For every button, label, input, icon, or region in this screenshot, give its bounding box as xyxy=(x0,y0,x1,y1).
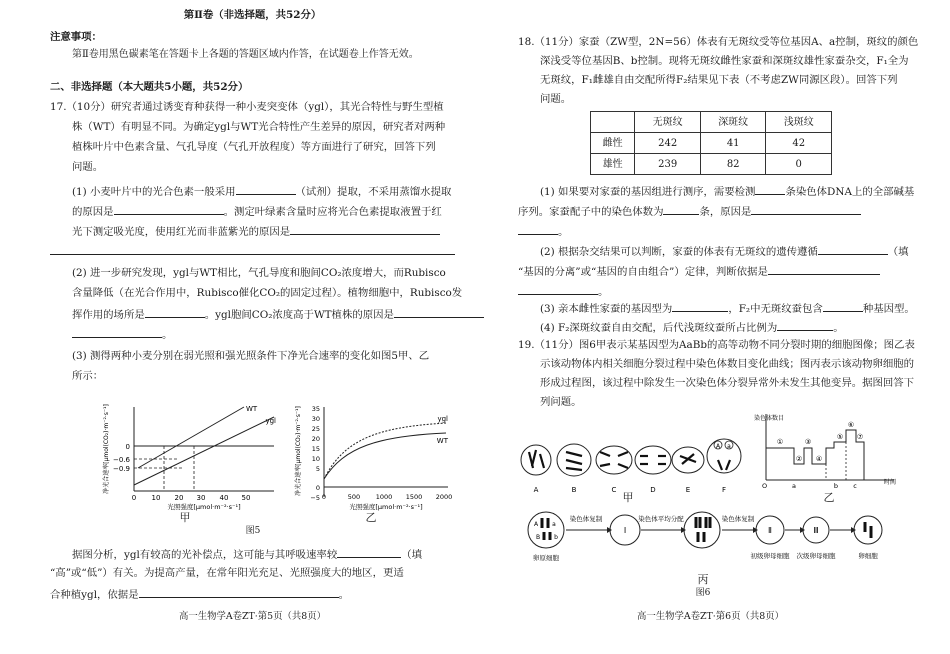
q17-line3: 植株叶片中色素含量、气孔导度（气孔开放程度）等方面进行了研究，回答下列 xyxy=(72,141,436,153)
series-line-ygl xyxy=(324,423,446,479)
roman-label: Ⅱ xyxy=(768,526,772,535)
q17-line2: 株（WT）有明显不同。为确定ygl与WT光合特性产生差异的原因，研究者对两种 xyxy=(72,121,446,133)
q18-line1: 18.（11分）家蚕（ZW型，2N=56）体表有无斑纹受等位基因A、a控制，斑纹的颜色 xyxy=(518,36,919,48)
x-tick-label: 40 xyxy=(219,494,229,502)
answer-blank[interactable] xyxy=(768,263,880,275)
cross-result-table xyxy=(590,111,832,175)
legend-ygl: ygl xyxy=(437,415,448,423)
x-tick-label: 30 xyxy=(196,494,206,502)
table-cell: 239 xyxy=(635,154,701,175)
time-label: 时间 xyxy=(883,479,896,486)
answer-blank[interactable] xyxy=(751,203,861,215)
q18-part2-line1: (2) 根据杂交结果可以判断，家蚕的体表有无斑纹的遗传遵循 （填 xyxy=(518,243,903,261)
gene-label: b xyxy=(554,534,558,541)
legend-wt: WT xyxy=(246,405,258,413)
answer-blank[interactable] xyxy=(755,183,785,195)
figure5-jia-label: 甲 xyxy=(179,511,191,524)
table-row xyxy=(591,154,832,175)
segment-label: ⑤ xyxy=(836,433,844,441)
q17-part1-line1: (1) 小麦叶片中的光合色素一般采用 （试剂）提取，不采用蒸馏水提取 xyxy=(50,183,455,201)
q17-part1-line2: 的原因是 。测定叶绿素含量时应将光合色素提取液置于红 xyxy=(50,203,455,221)
x-tick-label: 1500 xyxy=(405,493,423,501)
q18-part1-line1: (1) 如果要对家蚕的基因组进行测序，需要检测 条染色体DNA上的全部碱基 xyxy=(518,183,903,201)
table-cell: 雄性 xyxy=(591,154,635,175)
part-title: 二、非选择题（本大题共5小题，共52分） xyxy=(50,81,249,93)
arrow-head xyxy=(607,527,612,533)
figure5-caption: 图5 xyxy=(245,526,261,536)
answer-blank[interactable] xyxy=(663,203,699,215)
figure6-yi-label: 乙 xyxy=(823,491,835,504)
cell-f xyxy=(707,439,741,473)
chromosome xyxy=(600,452,610,456)
arrow-head xyxy=(800,527,805,533)
y-axis-label: 净光合速率[μmol(CO₂)·m⁻²·s⁻¹] xyxy=(295,406,302,496)
notice-title: 注意事项： xyxy=(50,31,102,43)
cell-label: C xyxy=(611,486,617,494)
stage-label: c xyxy=(853,482,857,490)
q18-line3: 无斑纹，F₁雌雄自由交配所得F₂结果见下表（不考虑ZW同源区段）。回答下列 xyxy=(540,74,898,86)
q18-line2: 深浅受等位基因B、b控制。现将无斑纹雌性家蚕和深斑纹雄性家蚕杂交，F₁全为 xyxy=(540,55,909,67)
q19-line4: 列问题。 xyxy=(540,396,582,408)
chromosome xyxy=(718,460,722,470)
answer-blank[interactable] xyxy=(290,223,440,235)
y-tick-label: −5 xyxy=(310,494,320,502)
y-tick-label: −0.6 xyxy=(113,456,130,464)
q17-after-line2: “高”或“低”）有关。为提高产量，在常年阳光充足、光照强度大的地区，更适 xyxy=(50,567,404,579)
right-page xyxy=(518,0,919,654)
cell-name: 次级卵母细胞 xyxy=(796,552,836,560)
section-title: 第Ⅱ卷（非选择题，共52分） xyxy=(183,9,322,21)
chromosome xyxy=(682,454,694,464)
cell-label: A xyxy=(533,486,539,494)
cell-c xyxy=(596,446,632,474)
segment-label: ⑥ xyxy=(847,421,855,429)
x-tick-label: 1000 xyxy=(375,493,393,501)
q17-part1-line4 xyxy=(50,243,455,261)
y-tick-label: 30 xyxy=(311,415,320,423)
q17-after-line1: 据图分析，ygl有较高的光补偿点，这可能与其呼吸速率较 （填 xyxy=(50,546,455,564)
x-axis-label: 光照强度[μmol·m⁻²·s⁻¹] xyxy=(349,503,423,511)
cell-name: 卵细胞 xyxy=(858,552,878,560)
figure6-jia-label: 甲 xyxy=(622,491,634,504)
chromosome xyxy=(566,452,582,456)
step-label: 染色体平均分配 xyxy=(638,515,684,523)
answer-blank[interactable] xyxy=(394,306,484,318)
figure5-yi-chart xyxy=(288,403,460,511)
notice-text: 第Ⅱ卷用黑色碳素笔在答题卡上各题的答题区域内作答，在试题卷上作答无效。 xyxy=(72,49,419,60)
figure6-caption: 图6 xyxy=(695,588,711,598)
arrow-head xyxy=(681,527,686,533)
table-cell: 82 xyxy=(700,154,766,175)
answer-blank[interactable] xyxy=(139,586,339,598)
table-header-cell: 浅斑纹 xyxy=(766,112,832,133)
chromosome xyxy=(540,454,544,468)
table-header-row xyxy=(591,112,832,133)
answer-blank[interactable] xyxy=(823,300,863,312)
segment-label: ③ xyxy=(804,438,812,446)
x-axis-label: 光照强度[μmol·m⁻²·s⁻¹] xyxy=(167,503,241,511)
table-cell: 42 xyxy=(766,133,832,154)
table-cell: 242 xyxy=(635,133,701,154)
cell-label: B xyxy=(571,486,577,494)
series-line-ygl xyxy=(134,417,274,485)
egg-cell xyxy=(854,516,882,544)
answer-blank[interactable] xyxy=(518,283,598,295)
segment-label: ⑦ xyxy=(856,433,864,441)
q18-line4: 问题。 xyxy=(540,93,572,105)
q18-part3: (3) 亲本雌性家蚕的基因型为 ，F₂中无斑纹蚕包含 种基因型。 xyxy=(518,300,903,318)
y-tick-label: −0.9 xyxy=(113,465,130,473)
x-tick-label: 2000 xyxy=(435,493,453,501)
x-tick-label: 500 xyxy=(347,493,361,501)
x-tick-label: 20 xyxy=(174,494,184,502)
q17-part2-line2: 含量降低（在光合作用中，Rubisco催化CO₂的固定过程）。植物细胞中，Rubisco发 xyxy=(72,287,463,299)
cell-label: E xyxy=(685,486,691,494)
legend-wt: WT xyxy=(436,437,448,445)
y-axis-label: 净光合速率[μmol(CO₂)·m⁻²·s⁻¹] xyxy=(103,404,110,494)
series-line-wt xyxy=(138,407,244,468)
answer-blank[interactable] xyxy=(236,183,296,195)
q18-part2-line2: “基因的分离”或“基因的自由组合”）定律，判断依据是 xyxy=(518,263,903,281)
table-cell: 0 xyxy=(766,154,832,175)
table-header-cell: 无斑纹 xyxy=(635,112,701,133)
segment-label: ① xyxy=(776,438,784,446)
y-tick-label: 20 xyxy=(311,435,320,443)
table-header-cell xyxy=(591,112,635,133)
q18-part4: (4) F₂深斑纹蚕自由交配，后代浅斑纹蚕所占比例为 。 xyxy=(518,319,903,337)
answer-blank[interactable] xyxy=(337,546,401,558)
chromosome xyxy=(726,460,730,470)
x-tick-label: 0 xyxy=(321,493,327,501)
step-label: 染色体复制 xyxy=(721,515,755,523)
segment-label: ④ xyxy=(815,455,823,463)
q19-line1: 19.（11分）图6甲表示某基因型为AaBb的高等动物不同分裂时期的细胞图像；图乙表 xyxy=(518,339,915,351)
y-axis-label: 染色体数目 xyxy=(754,415,785,422)
figure5-jia-chart xyxy=(94,403,284,511)
q17-part2-line3: 挥作用的场所是 。ygl胞间CO₂浓度高于WT植株的原因是 xyxy=(50,306,455,324)
y-tick-label: 10 xyxy=(311,455,320,463)
stage-label: a xyxy=(792,482,796,490)
answer-blank[interactable] xyxy=(50,243,455,255)
y-tick-label: 5 xyxy=(315,465,320,473)
oogonium-cell xyxy=(528,512,564,548)
gene-label: a xyxy=(727,443,731,450)
answer-blank[interactable] xyxy=(114,203,224,215)
table-cell: 雌性 xyxy=(591,133,635,154)
cell-a xyxy=(521,445,551,475)
q17-part3-line1: (3) 测得两种小麦分别在弱光照和强光照条件下净光合速率的变化如图5甲、乙 xyxy=(72,350,430,362)
answer-blank[interactable] xyxy=(145,306,205,318)
chromosome xyxy=(618,452,628,456)
q17-line4: 问题。 xyxy=(72,161,104,173)
y-tick-label: 35 xyxy=(311,405,320,413)
q19-line3: 形成过程图，该过程中除发生一次染色体分裂异常外未发生其他变异。据图回答下 xyxy=(540,377,915,389)
y-tick-label: 15 xyxy=(311,445,320,453)
chromosome xyxy=(600,464,610,466)
q17-line1: 17.（10分）研究者通过诱变育种获得一种小麦突变体（ygl），其光合特性与野生型植 xyxy=(50,101,444,113)
arrow-head xyxy=(753,527,758,533)
figure5-yi-label: 乙 xyxy=(365,511,377,524)
page-footer-left: 高一生物学A卷ZT·第5页（共8页） xyxy=(179,611,326,622)
gene-label: A xyxy=(533,521,539,528)
x-tick-label: 10 xyxy=(151,494,161,502)
cell-b xyxy=(557,444,591,476)
cell-name: 卵原细胞 xyxy=(533,554,559,562)
table-header-cell: 深斑纹 xyxy=(700,112,766,133)
q17-part2-line4: 。 xyxy=(50,326,455,344)
chromosome xyxy=(566,460,582,464)
figure6-bing-diagram xyxy=(518,508,903,572)
cell-d xyxy=(635,446,671,474)
chromosome xyxy=(532,450,536,466)
q17-after-line3: 合种植ygl，依据是 。 xyxy=(50,586,455,604)
q17-part2-line1: (2) 进一步研究发现，ygl与WT相比，气孔导度和胞间CO₂浓度增大，而Rubisco xyxy=(72,267,446,279)
chromosome xyxy=(566,468,582,470)
figure6-jia-cells xyxy=(518,430,754,498)
y-tick-label: 25 xyxy=(311,425,320,433)
roman-label: Ⅰ xyxy=(623,526,627,535)
q18-part1-line2: 序列。家蚕配子中的染色体数为 条，原因是 xyxy=(518,203,903,221)
figure6-bing-label: 丙 xyxy=(697,573,709,586)
gene-label: B xyxy=(535,534,541,541)
q18-part2-line3: 。 xyxy=(518,283,903,301)
answer-blank[interactable] xyxy=(672,300,728,312)
y-tick-label: 0 xyxy=(315,484,320,492)
answer-blank[interactable] xyxy=(518,223,558,235)
step-label: 染色体复制 xyxy=(569,515,603,523)
table-row xyxy=(591,133,832,154)
table-cell: 41 xyxy=(700,133,766,154)
cell-label: D xyxy=(650,486,656,494)
q18-part1-line3: 。 xyxy=(518,223,903,241)
gene-label: A xyxy=(715,443,721,450)
chromosome xyxy=(618,464,628,468)
page-footer-right: 高一生物学A卷ZT·第6页（共8页） xyxy=(637,611,784,622)
gene-label: a xyxy=(552,521,556,528)
series-line-wt xyxy=(324,433,446,479)
legend-ygl: ygl xyxy=(265,417,276,425)
arrow-head xyxy=(851,527,856,533)
x-tick-label: 50 xyxy=(241,494,251,502)
q17-part3-line2: 所示： xyxy=(72,370,104,382)
x-tick-label: 0 xyxy=(131,494,137,502)
segment-label: ② xyxy=(795,455,803,463)
stage-label: b xyxy=(833,482,839,490)
y-tick-label: 0 xyxy=(125,443,130,451)
answer-blank[interactable] xyxy=(818,243,888,255)
cell-label: F xyxy=(721,486,727,494)
roman-label: Ⅲ xyxy=(813,526,819,535)
answer-blank[interactable] xyxy=(72,326,162,338)
primary-oocyte-cell xyxy=(684,512,720,548)
figure6-yi-chart xyxy=(754,410,904,492)
cell-name: 初级卵母细胞 xyxy=(750,552,790,560)
answer-blank[interactable] xyxy=(777,319,833,331)
q19-line2: 示该动物体内相关细胞分裂过程中染色体数目变化曲线；图丙表示该动物卵细胞的 xyxy=(540,358,915,370)
origin-label: O xyxy=(762,482,768,490)
left-page xyxy=(50,0,463,654)
q17-part1-line3: 光下测定吸光度，使用红光而非蓝紫光的原因是 xyxy=(50,223,455,241)
